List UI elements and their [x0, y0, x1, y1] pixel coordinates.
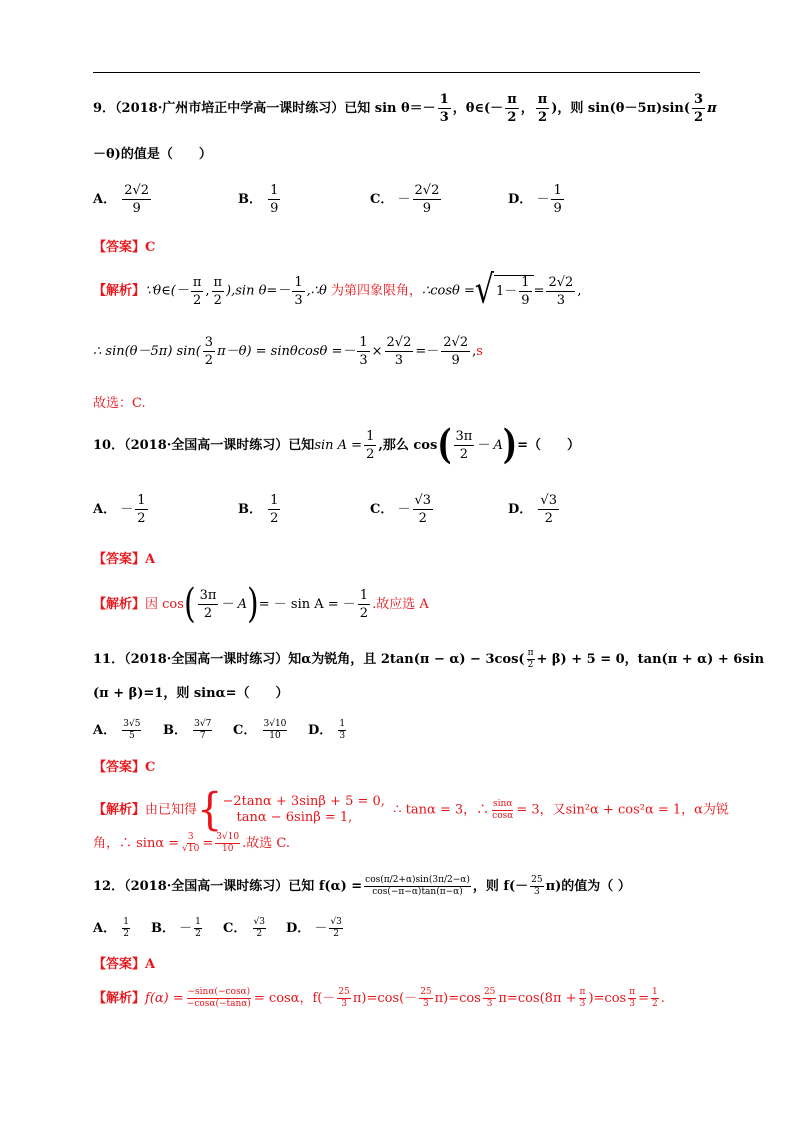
q12-analysis: 【解析】f(α) = $\frac{-\sin\alpha(-\cos\alpha)}{-\cos\alpha(-\tan\alpha)}$ = cosα，f(－ $\frac{25}{3}$ π)=cos(－ $\frac{25}{3}$ π)=cos $\frac{25}{3}$ π=cos(8π + $\frac{\pi}{3}$ )=cos $\frac{\pi}{3}$ = $\frac{1}{2}$ .	[93, 987, 665, 1009]
q10-answer: 【答案】A	[93, 552, 156, 567]
q12-stem: 12．（2018·全国高一课时练习）已知 f(α) = $\frac{\cos(\pi/2+\alpha)\sin(3\pi/2-\alpha)}{\cos(-\pi-\alpha)\tan(\pi-\alpha)}$ ，则 f(－ $\frac{25}{3}$ π)的值为（ ）	[93, 875, 631, 897]
q11-option-d[interactable]: D． $\frac{1}{3}$	[308, 719, 346, 741]
q9-stem-line1: 9．（2018·广州市培正中学高一课时练习）已知 sin θ＝－ $\frac{1}{3}$ ，θ∈(－ $\frac{\pi}{2}$ ， $\frac{\pi}{2}$ )，则 sin(θ－5π)sin( $\frac{3}{2}$ π	[93, 92, 717, 125]
q11-option-a[interactable]: A． $\frac{3√5}{5}$	[93, 719, 141, 741]
q9-option-c[interactable]: C． － $\frac{2√2}{9}$	[370, 183, 440, 216]
q11-option-c[interactable]: C． $\frac{3√10}{10}$	[233, 719, 287, 741]
q9-answer: 【答案】C	[93, 240, 156, 255]
q10-analysis: 【解析】因 cos( $\frac{3\pi}{2}$ － A)= － sin A = － $\frac{1}{2}$ .故应选 A	[93, 580, 429, 628]
q11-analysis-line2: 角，∴ sinα = $\frac{3}{√10}$ = $\frac{3√10}{10}$ .故选 C.	[93, 832, 291, 854]
q10-option-d[interactable]: D． $\frac{√3}{2}$	[508, 493, 557, 526]
q11-stem-line1: 11．（2018·全国高一课时练习）知α为锐角，且 2tan(π − α) − 3cos( $\frac{\pi}{2}$ + β) + 5 = 0，tan(π + α) + 6sin	[93, 648, 765, 670]
q9-analysis-line2: ∴ sin(θ－5π) sin( $\frac{3}{2}$ π－θ) = sinθcosθ =－ $\frac{1}{3}$ × $\frac{2√2}{3}$ =－ $\frac{2√2}{9}$ ,s	[93, 335, 483, 368]
q10-option-a[interactable]: A． － $\frac{1}{2}$	[93, 493, 146, 526]
header-rule	[93, 72, 700, 73]
q9-options	[93, 180, 713, 220]
q9-analysis-line1: 【解析】∵θ∈(－ $\frac{\pi}{2}$ , $\frac{\pi}{2}$ ),sin θ=－ $\frac{1}{3}$ ,∴θ 为第四象限角，∴cosθ = √ 1－ $\frac{1}{9}$ = $\frac{2√2}{3}$ ,	[93, 267, 582, 314]
q10-options	[93, 492, 713, 532]
q9-option-d[interactable]: D． － $\frac{1}{9}$	[508, 183, 562, 216]
q12-option-b[interactable]: B． － $\frac{1}{2}$	[151, 917, 201, 939]
q10-option-b[interactable]: B． $\frac{1}{2}$	[238, 493, 279, 526]
q10-stem: 10．（2018·全国高一课时练习）已知sin A = $\frac{1}{2}$ ,那么 cos( $\frac{3\pi}{2}$ － A)=（ ）	[93, 421, 580, 469]
q9-conclusion: 故选：C.	[93, 396, 146, 411]
q9-option-b[interactable]: B． $\frac{1}{9}$	[238, 183, 279, 216]
q12-option-c[interactable]: C． $\frac{√3}{2}$	[223, 917, 265, 939]
q12-option-d[interactable]: D． － $\frac{√3}{2}$	[286, 917, 342, 939]
sqrt-sign: √ 1－ $\frac{1}{9}$	[475, 275, 534, 307]
q11-option-b[interactable]: B． $\frac{3√7}{7}$	[163, 719, 212, 741]
q12-options	[93, 918, 493, 948]
q11-answer: 【答案】C	[93, 760, 156, 775]
q9-stem-line2: －θ)的值是（ ）	[93, 147, 212, 162]
q11-stem-line2: (π + β)=1，则 sinα=（ ）	[93, 686, 289, 701]
q12-answer: 【答案】A	[93, 957, 156, 972]
q9-option-a[interactable]: A． $\frac{2√2}{9}$	[93, 183, 150, 216]
q11-options	[93, 720, 593, 750]
q12-option-a[interactable]: A． $\frac{1}{2}$	[93, 917, 129, 939]
q11-analysis-line1: 【解析】由已知得 { −2tanα + 3sinβ + 5 = 0, tanα − 6sinβ = 1, ∴ tanα = 3，∴ $\frac{\sin\alpha}{\cos\alpha}$ = 3，又sin²α + cos²α = 1，α为锐	[93, 784, 729, 836]
q10-option-c[interactable]: C． － $\frac{√3}{2}$	[370, 493, 432, 526]
